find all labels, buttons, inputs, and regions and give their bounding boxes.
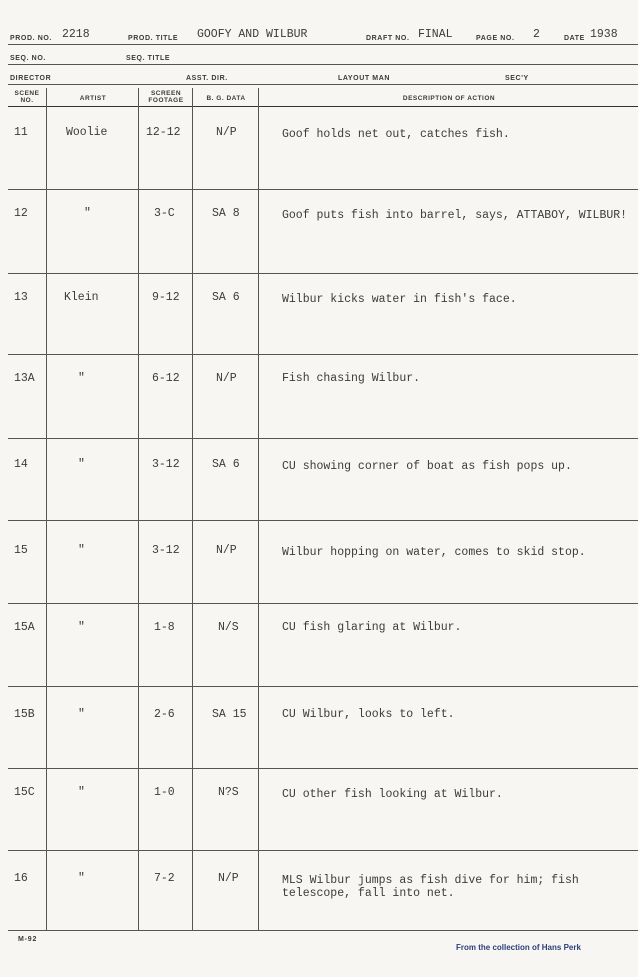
action-description: CU showing corner of boat as fish pops up. <box>282 460 572 473</box>
bg-data: SA 6 <box>212 291 240 304</box>
table-row <box>0 354 638 438</box>
row-rule <box>8 930 638 931</box>
col-footage-header: SCREEN FOOTAGE <box>148 90 184 104</box>
bg-data: N?S <box>218 786 239 799</box>
artist-name: " <box>78 458 85 471</box>
bg-data: N/P <box>216 126 237 139</box>
scene-number: 16 <box>14 872 28 885</box>
scene-number: 15C <box>14 786 35 799</box>
bg-data: SA 8 <box>212 207 240 220</box>
scene-number: 15 <box>14 544 28 557</box>
artist-name: " <box>84 207 91 220</box>
table-row <box>0 520 638 603</box>
action-description: Goof puts fish into barrel, says, ATTABOY, WILBUR! <box>282 209 628 222</box>
artist-name: Klein <box>64 291 99 304</box>
artist-name: " <box>78 786 85 799</box>
page-no-value: 2 <box>533 28 540 41</box>
artist-name: " <box>78 544 85 557</box>
form-number: M-92 <box>18 936 38 943</box>
header-rule-2 <box>8 64 638 65</box>
scene-number: 13A <box>14 372 35 385</box>
col-desc-header: DESCRIPTION OF ACTION <box>402 95 496 102</box>
scene-number: 13 <box>14 291 28 304</box>
screen-footage: 6-12 <box>152 372 180 385</box>
layout-man-label: LAYOUT MAN <box>338 75 391 82</box>
screen-footage: 3-12 <box>152 544 180 557</box>
screen-footage: 3-12 <box>152 458 180 471</box>
artist-name: Woolie <box>66 126 108 139</box>
bg-data: SA 15 <box>212 708 247 721</box>
artist-name: " <box>78 621 85 634</box>
table-row <box>0 106 638 189</box>
asst-dir-label: ASST. DIR. <box>186 75 228 82</box>
table-row <box>0 850 638 930</box>
action-description: Wilbur hopping on water, comes to skid stop. <box>282 546 586 559</box>
action-description: CU Wilbur, looks to left. <box>282 708 455 721</box>
table-row <box>0 603 638 686</box>
action-description: Goof holds net out, catches fish. <box>282 128 510 141</box>
prod-no-label: PROD. NO. <box>10 35 52 42</box>
artist-name: " <box>78 708 85 721</box>
action-description: MLS Wilbur jumps as fish dive for him; fish telescope, fall into net. <box>282 874 579 900</box>
table-row <box>0 686 638 768</box>
screen-footage: 3-C <box>154 207 175 220</box>
seq-no-label: SEQ. NO. <box>10 55 46 62</box>
screen-footage: 1-8 <box>154 621 175 634</box>
col-artist-header: ARTIST <box>79 95 107 102</box>
artist-name: " <box>78 872 85 885</box>
action-description: Wilbur kicks water in fish's face. <box>282 293 517 306</box>
screen-footage: 12-12 <box>146 126 181 139</box>
action-description: Fish chasing Wilbur. <box>282 372 421 385</box>
col-scene-header: SCENE NO. <box>14 90 40 104</box>
draft-no-label: DRAFT NO. <box>366 35 410 42</box>
table-row <box>0 768 638 850</box>
screen-footage: 9-12 <box>152 291 180 304</box>
draft-no-value: FINAL <box>418 28 453 41</box>
screen-footage: 1-0 <box>154 786 175 799</box>
prod-title-label: PROD. TITLE <box>128 35 179 42</box>
date-label: DATE <box>564 35 585 42</box>
collection-credit: From the collection of Hans Perk <box>456 943 581 952</box>
scene-number: 15A <box>14 621 35 634</box>
director-label: DIRECTOR <box>10 75 52 82</box>
bg-data: N/P <box>216 372 237 385</box>
secy-label: SEC'Y <box>505 75 529 82</box>
scene-number: 12 <box>14 207 28 220</box>
table-row <box>0 438 638 520</box>
col-bg-header: B. G. DATA <box>206 95 246 102</box>
scene-number: 14 <box>14 458 28 471</box>
header-rule-1 <box>8 44 638 45</box>
bg-data: N/S <box>218 621 239 634</box>
scene-number: 15B <box>14 708 35 721</box>
action-description: CU fish glaring at Wilbur. <box>282 621 462 634</box>
prod-title-value: GOOFY AND WILBUR <box>197 28 308 41</box>
table-row <box>0 189 638 273</box>
page-no-label: PAGE NO. <box>476 35 515 42</box>
date-value: 1938 <box>590 28 618 41</box>
bg-data: SA 6 <box>212 458 240 471</box>
artist-name: " <box>78 372 85 385</box>
table-row <box>0 273 638 354</box>
prod-no-value: 2218 <box>62 28 90 41</box>
action-description: CU other fish looking at Wilbur. <box>282 788 503 801</box>
bg-data: N/P <box>216 544 237 557</box>
bg-data: N/P <box>218 872 239 885</box>
header-rule-3 <box>8 84 638 85</box>
screen-footage: 2-6 <box>154 708 175 721</box>
screen-footage: 7-2 <box>154 872 175 885</box>
scene-number: 11 <box>14 126 28 139</box>
seq-title-label: SEQ. TITLE <box>126 55 171 62</box>
